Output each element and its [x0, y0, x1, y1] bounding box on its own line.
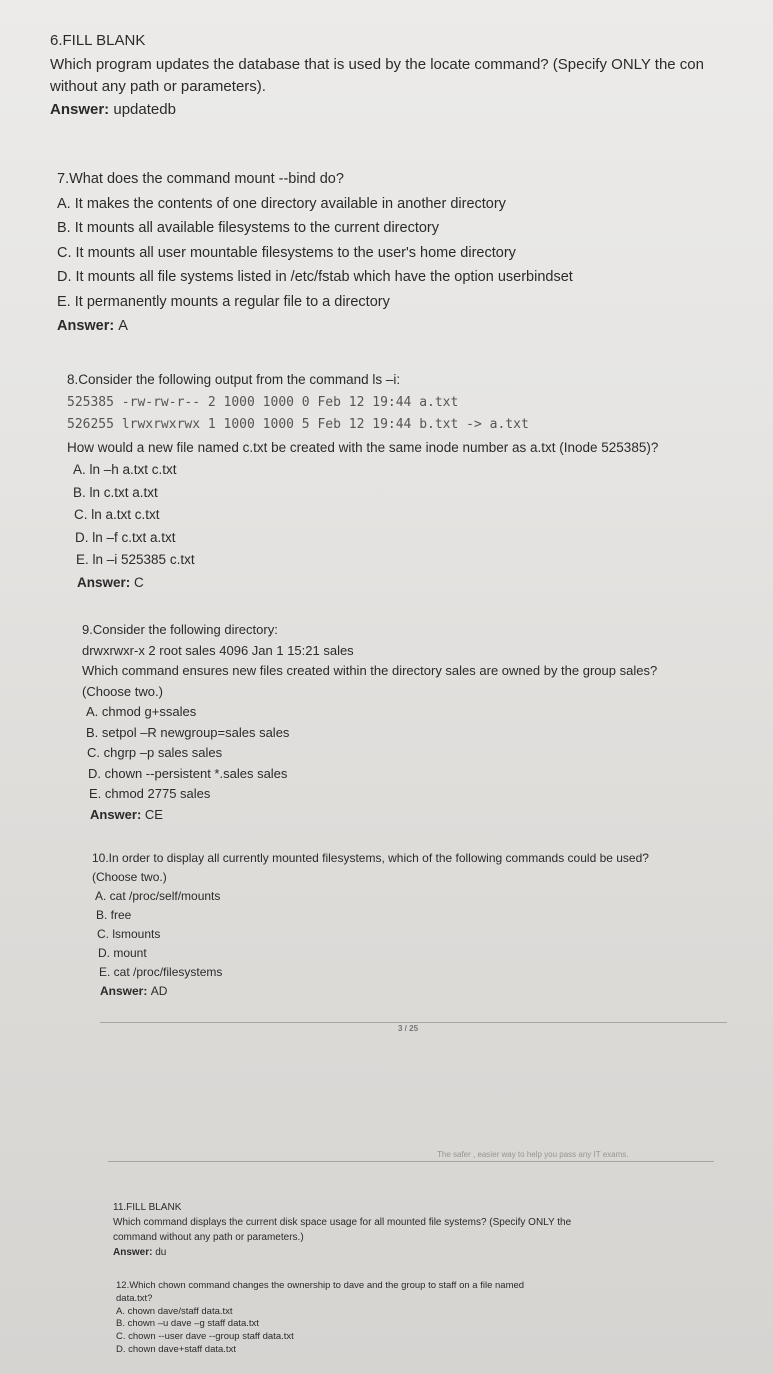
- answer: Answer: du: [113, 1247, 167, 1258]
- option-d: D. ln –f c.txt a.txt: [75, 529, 176, 545]
- question-text: 9.Consider the following directory:: [82, 622, 278, 637]
- question-text: Which program updates the database that is used by the locate command? (Specify ONLY the con: [50, 56, 704, 73]
- question-text: command without any path or parameters.): [113, 1232, 304, 1243]
- answer: Answer: AD: [100, 984, 168, 998]
- question-text: without any path or parameters).: [50, 78, 266, 95]
- page-header-tagline: The safer , easier way to help you pass any IT exams.: [437, 1150, 629, 1159]
- question-text: 7.What does the command mount --bind do?: [57, 171, 344, 187]
- question-heading: 6.FILL BLANK: [50, 32, 146, 49]
- directory-listing: drwxrwxr-x 2 root sales 4096 Jan 1 15:21 sales: [82, 642, 354, 658]
- option-b: B. chown –u dave –g staff data.txt: [116, 1318, 259, 1330]
- question-prompt: (Choose two.): [82, 683, 163, 699]
- question-prompt: How would a new file named c.txt be created with the same inode number as a.txt (Inode 525385)?: [67, 439, 659, 455]
- question-heading: 11.FILL BLANK: [113, 1202, 182, 1213]
- option-a: A. ln –h a.txt c.txt: [73, 462, 177, 477]
- option-e: E. chmod 2775 sales: [89, 786, 211, 801]
- question-6: [50, 30, 704, 121]
- option-b: B. setpol –R newgroup=sales sales: [86, 724, 290, 740]
- option-a: A. chmod g+ssales: [86, 704, 197, 719]
- option-c: C. It mounts all user mountable filesystems to the user's home directory: [57, 244, 516, 261]
- option-a: A. It makes the contents of one directory available in another directory: [57, 195, 506, 212]
- ls-output-line: 526255 lrwxrwxrwx 1 1000 1000 5 Feb 12 19:44 b.txt -> a.txt: [67, 417, 529, 432]
- option-c: C. chown --user dave --group staff data.txt: [116, 1331, 294, 1343]
- answer: Answer: CE: [90, 806, 163, 822]
- option-d: D. chown dave+staff data.txt: [116, 1343, 236, 1355]
- option-b: B. free: [96, 908, 132, 922]
- question-text: (Choose two.): [92, 870, 167, 884]
- question-9: [82, 620, 657, 825]
- option-d: D. It mounts all file systems listed in /etc/fstab which have the option userbindset: [57, 269, 573, 285]
- question-text: 8.Consider the following output from the command ls –i:: [67, 372, 401, 387]
- question-prompt: Which command ensures new files created within the directory sales are owned by the group sales?: [82, 663, 658, 678]
- option-d: D. mount: [98, 946, 147, 960]
- question-12: [116, 1280, 524, 1357]
- answer: Answer: updatedb: [50, 101, 176, 118]
- question-11: [113, 1200, 571, 1260]
- page-number: 3 / 25: [398, 1024, 419, 1033]
- option-b: B. It mounts all available filesystems to the current directory: [57, 220, 439, 236]
- header-rule: [108, 1161, 714, 1162]
- answer: Answer: A: [57, 318, 128, 334]
- question-text: Which command displays the current disk space usage for all mounted file systems? (Specify ONLY the: [113, 1217, 572, 1228]
- option-e: E. cat /proc/filesystems: [99, 965, 223, 979]
- option-d: D. chown --persistent *.sales sales: [88, 765, 288, 781]
- option-a: A. cat /proc/self/mounts: [95, 889, 221, 903]
- option-e: E. ln –i 525385 c.txt: [76, 552, 195, 567]
- option-c: C. lsmounts: [97, 927, 161, 941]
- option-c: C. chgrp –p sales sales: [87, 745, 223, 760]
- ls-output-line: 525385 -rw-rw-r-- 2 1000 1000 0 Feb 12 19:44 a.txt: [67, 394, 459, 410]
- answer: Answer: C: [77, 574, 144, 590]
- page-divider: [100, 1022, 727, 1023]
- option-e: E. It permanently mounts a regular file to a directory: [57, 293, 390, 310]
- option-c: C. ln a.txt c.txt: [74, 507, 160, 522]
- question-text: 10.In order to display all currently mounted filesystems, which of the following commands could be used?: [92, 851, 649, 865]
- question-8: [67, 369, 658, 594]
- option-b: B. ln c.txt a.txt: [73, 484, 158, 500]
- question-text: 12.Which chown command changes the ownership to dave and the group to staff on a file named: [116, 1280, 525, 1291]
- option-a: A. chown dave/staff data.txt: [116, 1305, 233, 1317]
- question-7: [57, 167, 573, 339]
- question-10: [92, 849, 649, 1001]
- question-text: data.txt?: [116, 1292, 153, 1304]
